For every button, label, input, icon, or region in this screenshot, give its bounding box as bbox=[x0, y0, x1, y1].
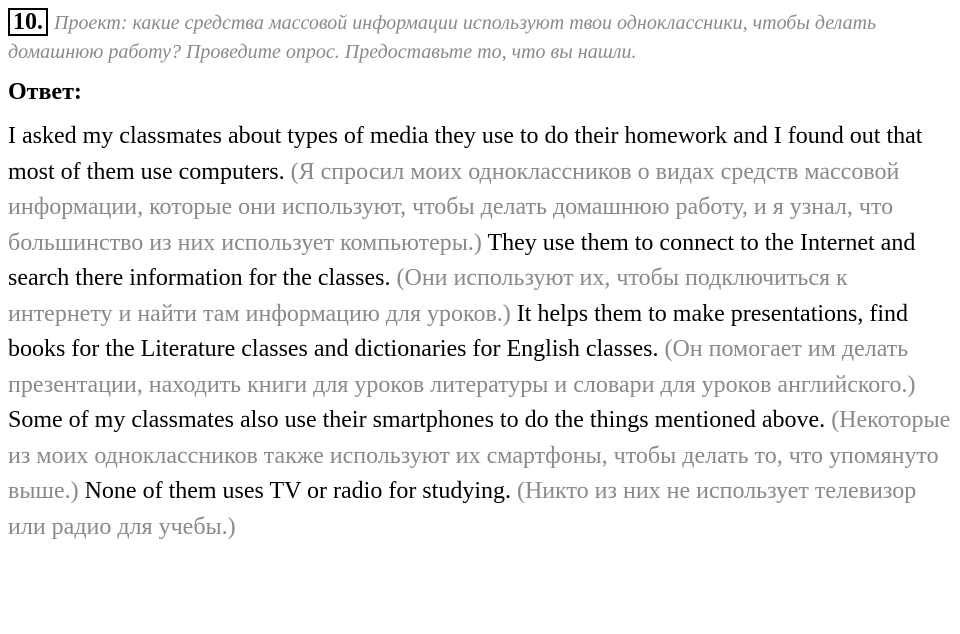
answer-sentence-en: None of them uses TV or radio for studying. bbox=[84, 478, 511, 504]
answer-translation-ru: (Они используют их, чтобы подключиться к интернету и найти там информацию для уроков.) bbox=[8, 265, 848, 327]
answer-sentence-en: They use them to connect to the Internet and search there information for the classes. bbox=[8, 229, 916, 291]
answer-sentence-en: It helps them to make presentations, find books for the Literature classes and dictionaries for English classes. bbox=[8, 300, 909, 362]
document-page bbox=[8, 8, 954, 545]
answer-translation-ru: (Никто из них не использует телевизор или радио для учебы.) bbox=[8, 478, 917, 540]
answer-translation-ru: (Я спросил моих одноклассников о видах средств массовой информации, которые они используют, чтобы делать домашнюю работу, и я узнал, что большинство из них использует компьютеры.) bbox=[8, 158, 900, 256]
answer-sentence-en: I asked my classmates about types of media they use to do their homework and I found out that most of them use computers. bbox=[8, 123, 923, 185]
answer-paragraph bbox=[8, 119, 954, 545]
task-statement bbox=[8, 8, 954, 67]
answer-heading: Ответ: bbox=[8, 79, 82, 105]
answer-translation-ru: (Он помогает им делать презентации, находить книги для уроков литературы и словари для уроков английского.) bbox=[8, 336, 916, 398]
task-number-box: 10. bbox=[8, 8, 48, 36]
answer-translation-ru: (Некоторые из моих одноклассников также используют их смартфоны, чтобы делать то, что упомянуто выше.) bbox=[8, 407, 951, 504]
answer-sentence-en: Some of my classmates also use their smartphones to do the things mentioned above. bbox=[8, 407, 826, 433]
task-text: Проект: какие средства массовой информации используют твои одноклассники, чтобы делать домашнюю работу? Проведите опрос. Предоставьте то, что вы нашли. bbox=[8, 12, 877, 63]
